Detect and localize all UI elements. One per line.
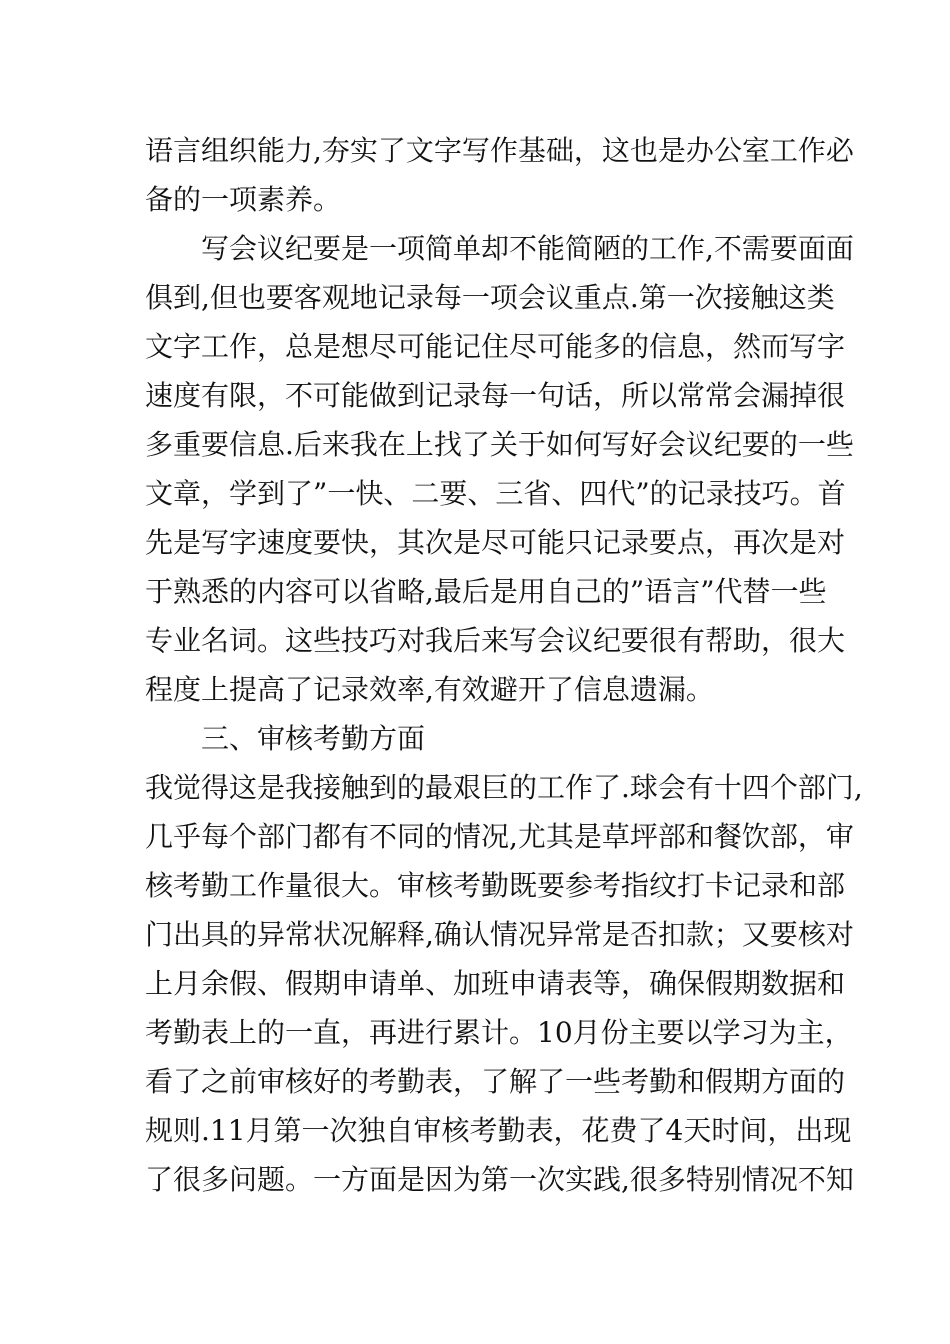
text-line: 考勤表上的一直，再进行累计。10月份主要以学习为主， bbox=[145, 1016, 853, 1049]
text-line: 了很多问题。一方面是因为第一次实践,很多特别情况不知 bbox=[145, 1163, 854, 1196]
text-line: 文字工作，总是想尽可能记住尽可能多的信息，然而写字 bbox=[145, 330, 846, 363]
text-line: 规则.11月第一次独自审核考勤表，花费了4天时间，出现 bbox=[145, 1114, 852, 1147]
text-line: 几乎每个部门都有不同的情况,尤其是草坪部和餐饮部，审 bbox=[145, 820, 854, 853]
text-line: 备的一项素养。 bbox=[145, 183, 342, 216]
text-line: 专业名词。这些技巧对我后来写会议纪要很有帮助，很大 bbox=[145, 624, 846, 657]
document-body bbox=[145, 126, 863, 1204]
text-line: 门出具的异常状况解释,确认情况异常是否扣款；又要核对 bbox=[145, 918, 854, 951]
text-line: 程度上提高了记录效率,有效避开了信息遗漏。 bbox=[145, 673, 714, 706]
text-line: 语言组织能力,夯实了文字写作基础，这也是办公室工作必 bbox=[145, 134, 854, 167]
text-line: 速度有限，不可能做到记录每一句话，所以常常会漏掉很 bbox=[145, 379, 846, 412]
text-line: 上月余假、假期申请单、加班申请表等，确保假期数据和 bbox=[145, 967, 846, 1000]
text-line: 于熟悉的内容可以省略,最后是用自己的”语言”代替一些 bbox=[145, 575, 827, 608]
text-line: 我觉得这是我接触到的最艰巨的工作了.球会有十四个部门, bbox=[145, 771, 863, 804]
text-line: 先是写字速度要快，其次是尽可能只记录要点，再次是对 bbox=[145, 526, 846, 559]
text-line: 多重要信息.后来我在上找了关于如何写好会议纪要的一些 bbox=[145, 428, 854, 461]
text-line: 核考勤工作量很大。审核考勤既要参考指纹打卡记录和部 bbox=[145, 869, 846, 902]
text-line: 写会议纪要是一项简单却不能简陋的工作,不需要面面 bbox=[201, 232, 854, 265]
text-line: 文章，学到了”一快、二要、三省、四代”的记录技巧。首 bbox=[145, 477, 846, 510]
text-line: 三、审核考勤方面 bbox=[201, 722, 426, 755]
text-line: 俱到,但也要客观地记录每一项会议重点.第一次接触这类 bbox=[145, 281, 835, 314]
text-line: 看了之前审核好的考勤表，了解了一些考勤和假期方面的 bbox=[145, 1065, 846, 1098]
